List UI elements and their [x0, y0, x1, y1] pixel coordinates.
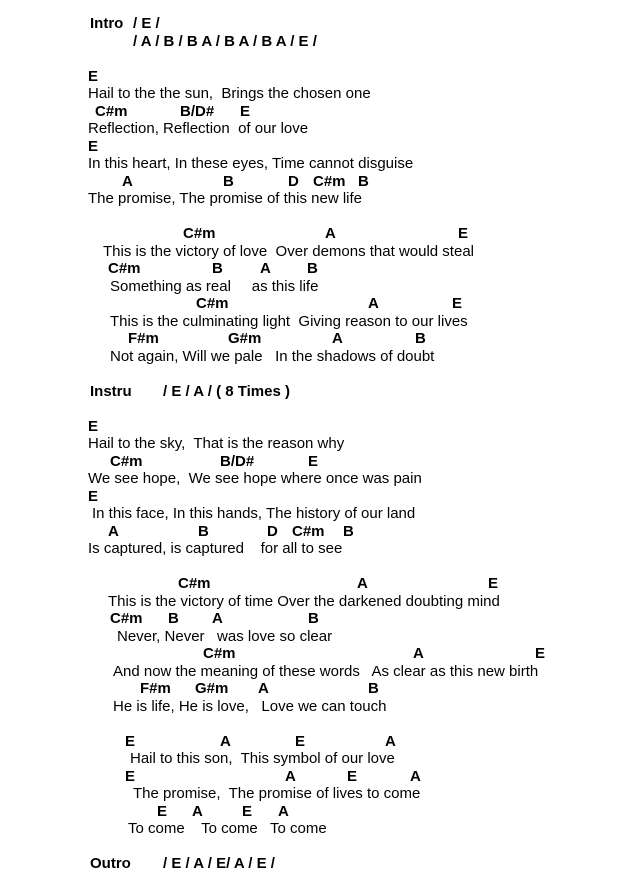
- section-chord-sequence: / E /: [133, 15, 160, 32]
- lyric-line: [0, 155, 620, 173]
- chord-label: E: [458, 225, 469, 242]
- chord-label: E: [295, 732, 306, 750]
- chord-label: C#m: [203, 645, 236, 662]
- lyric-text: Never, Never was love so clear: [117, 627, 333, 645]
- lyric-text: In this face, In this hands, The history of our land: [92, 505, 416, 522]
- chord-label: E: [157, 802, 168, 820]
- section-chord-sequence: / E / A / E/ A / E /: [163, 855, 275, 872]
- chord-line: [0, 488, 620, 506]
- chord-label: G#m: [195, 680, 229, 697]
- chord-label: A: [385, 732, 396, 750]
- section-header-line: [0, 855, 620, 873]
- chord-line: [0, 260, 620, 278]
- chord-line: [0, 768, 620, 786]
- chord-line: [0, 575, 620, 593]
- chord-label: A: [258, 680, 269, 697]
- chord-label: E: [240, 102, 251, 120]
- chord-label: E: [308, 452, 319, 470]
- lyric-line: [0, 278, 620, 296]
- chord-line: [0, 523, 620, 541]
- section-header-line: [0, 383, 620, 401]
- chord-line: [0, 733, 620, 751]
- lyric-text: Reflection, Reflection of our love: [88, 120, 309, 137]
- lyric-line: [0, 785, 620, 803]
- lyric-line: [0, 505, 620, 523]
- chord-label: G#m: [228, 330, 262, 347]
- song-section-bridge: [0, 733, 620, 838]
- lyric-text: Is captured, is captured for all to see: [88, 540, 343, 557]
- chord-label: B: [368, 680, 379, 697]
- chord-label: F#m: [140, 680, 171, 697]
- chord-line: [0, 645, 620, 663]
- section-label: / A / B / B A / B A / B A / E /: [133, 32, 317, 50]
- chord-label: E: [88, 417, 99, 435]
- chord-line: [0, 103, 620, 121]
- song-section-instrumental: [0, 383, 620, 401]
- song-section-intro: [0, 15, 620, 50]
- lyric-text: This is the culminating light Giving reason to our lives: [110, 312, 468, 330]
- song-section-chorus-2: [0, 575, 620, 715]
- lyric-line: [0, 435, 620, 453]
- chord-label: B: [343, 522, 354, 540]
- lyric-line: [0, 313, 620, 331]
- lyric-line: [0, 348, 620, 366]
- chord-label: F#m: [128, 330, 159, 347]
- lyric-line: [0, 820, 620, 838]
- lyric-line: [0, 750, 620, 768]
- song-section-chorus-1: [0, 225, 620, 365]
- lyric-line: [0, 593, 620, 611]
- lyric-text: Something as real as this life: [110, 277, 319, 295]
- chord-line: [0, 330, 620, 348]
- chord-label: C#m: [183, 225, 216, 242]
- chord-label: B/D#: [180, 102, 215, 120]
- section-label: Intro: [90, 15, 124, 32]
- lyric-line: [0, 85, 620, 103]
- song-section-outro: [0, 855, 620, 873]
- chord-label: B: [223, 172, 234, 190]
- chord-label: A: [410, 767, 421, 785]
- lyric-line: [0, 628, 620, 646]
- lyric-text: This is the victory of time Over the darkened doubting mind: [108, 592, 500, 610]
- chord-label: A: [212, 610, 223, 627]
- lyric-text: This is the victory of love Over demons that would steal: [103, 242, 474, 260]
- chord-line: [0, 803, 620, 821]
- chord-label: C#m: [196, 295, 229, 312]
- lyric-text: Hail to this son, This symbol of our love: [130, 750, 395, 767]
- chord-label: E: [535, 645, 546, 662]
- lyric-text: The promise, The promise of this new life: [88, 190, 363, 207]
- chord-line: [0, 295, 620, 313]
- lyric-text: To come To come To come: [128, 820, 327, 837]
- chord-line: [0, 138, 620, 156]
- chord-label: D: [288, 172, 299, 190]
- chord-label: E: [125, 767, 136, 785]
- chord-label: A: [285, 767, 296, 785]
- chord-line: [0, 418, 620, 436]
- chord-label: A: [332, 330, 343, 347]
- lyric-text: Hail to the the sun, Brings the chosen one: [88, 85, 371, 102]
- lyric-text: The promise, The promise of lives to come: [133, 785, 421, 802]
- chord-label: A: [413, 645, 424, 662]
- chord-label: E: [88, 137, 99, 155]
- chord-label: E: [452, 295, 463, 312]
- chord-label: A: [278, 802, 289, 820]
- lyric-text: In this heart, In these eyes, Time cannot disguise: [88, 155, 414, 172]
- chord-label: C#m: [95, 102, 128, 120]
- chord-label: E: [88, 67, 99, 85]
- section-label: Instru: [90, 382, 132, 400]
- chord-line: [0, 68, 620, 86]
- chord-label: E: [347, 767, 358, 785]
- section-label: Outro: [90, 855, 131, 872]
- section-chord-sequence: / E / A / ( 8 Times ): [163, 382, 290, 400]
- chord-label: A: [325, 225, 336, 242]
- chord-line: [0, 453, 620, 471]
- chord-label: B: [308, 610, 319, 627]
- chord-label: C#m: [110, 452, 143, 470]
- chord-label: C#m: [110, 610, 143, 627]
- chord-label: A: [260, 260, 271, 277]
- chord-label: E: [242, 802, 253, 820]
- chord-label: C#m: [178, 575, 211, 592]
- chord-label: D: [267, 522, 278, 540]
- lyric-line: [0, 698, 620, 716]
- lyric-line: [0, 120, 620, 138]
- chord-line: [0, 225, 620, 243]
- chord-label: B: [212, 260, 223, 277]
- chord-label: B/D#: [220, 452, 255, 470]
- chord-label: B: [198, 522, 209, 540]
- lyric-line: [0, 470, 620, 488]
- lyric-line: [0, 190, 620, 208]
- chord-label: B: [358, 172, 369, 190]
- chord-label: E: [488, 575, 499, 592]
- chord-label: A: [357, 575, 368, 592]
- chord-label: E: [88, 487, 99, 505]
- chord-label: C#m: [292, 522, 325, 540]
- song-section-verse-1: [0, 68, 620, 208]
- chord-label: A: [192, 802, 203, 820]
- lyric-text: He is life, He is love, Love we can touch: [113, 697, 387, 715]
- section-header-line: [0, 33, 620, 51]
- chord-label: B: [415, 330, 426, 347]
- chord-label: A: [368, 295, 379, 312]
- chord-line: [0, 680, 620, 698]
- chord-label: B: [307, 260, 318, 277]
- chord-label: A: [108, 522, 119, 540]
- chord-label: A: [220, 732, 231, 750]
- chord-line: [0, 610, 620, 628]
- lyric-text: Hail to the sky, That is the reason why: [88, 435, 345, 452]
- lyric-text: Not again, Will we pale In the shadows of doubt: [110, 347, 435, 365]
- section-header-line: [0, 15, 620, 33]
- lyric-text: We see hope, We see hope where once was pain: [88, 470, 422, 487]
- song-section-verse-2: [0, 418, 620, 558]
- lyric-line: [0, 663, 620, 681]
- chord-label: C#m: [108, 260, 141, 277]
- chord-label: E: [125, 732, 136, 750]
- chord-label: B: [168, 610, 179, 627]
- chord-line: [0, 173, 620, 191]
- lyric-line: [0, 243, 620, 261]
- chord-label: C#m: [313, 172, 346, 190]
- lyric-line: [0, 540, 620, 558]
- lyric-text: And now the meaning of these words As clear as this new birth: [113, 662, 539, 680]
- chord-label: A: [122, 172, 133, 190]
